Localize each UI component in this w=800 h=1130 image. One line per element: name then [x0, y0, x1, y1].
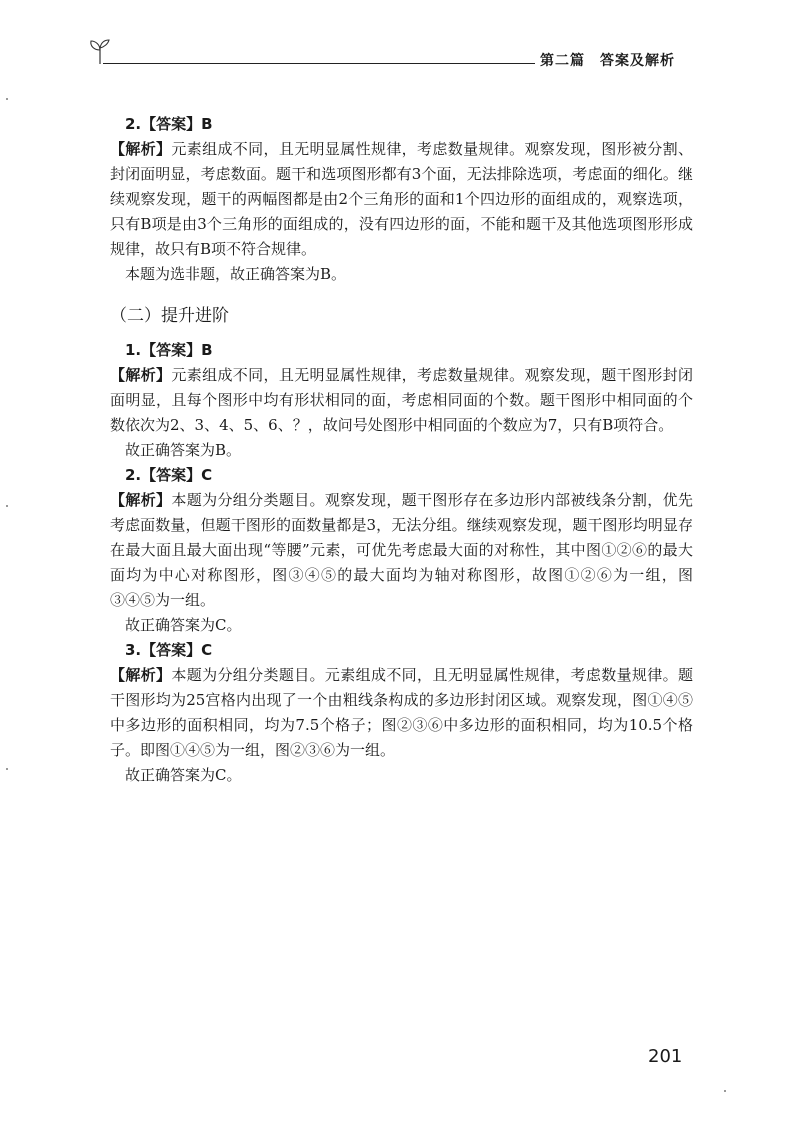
answer-label: 2.【答案】B [125, 115, 213, 133]
answer-conclusion: 故正确答案为C。 [125, 616, 242, 634]
analysis-paragraph [110, 488, 693, 613]
page-number: 201 [648, 1046, 683, 1067]
analysis-tag: 【解析】 [110, 491, 172, 509]
analysis-tag: 【解析】 [110, 666, 172, 684]
page-header [0, 0, 800, 80]
header-dash [490, 63, 535, 64]
header-rule [103, 63, 533, 64]
page-content [110, 112, 693, 788]
analysis-tag: 【解析】 [110, 140, 172, 158]
answer-label: 1.【答案】B [125, 341, 213, 359]
section-heading: （二）提升进阶 [110, 306, 229, 326]
analysis-paragraph [110, 663, 693, 763]
answer-conclusion: 故正确答案为C。 [125, 766, 242, 784]
scan-speck [6, 505, 8, 507]
analysis-tag: 【解析】 [110, 366, 172, 384]
sprout-icon [88, 38, 112, 66]
analysis-text: 本题为分组分类题目。元素组成不同，且无明显属性规律，考虑数量规律。题干图形均为25宫格内出现了一个由粗线条构成的多边形封闭区域。观察发现，图①④⑤中多边形的面积相同，均为7.5个格子；图②③⑥中多边形的面积相同，均为10.5个格子。即图①④⑤为一组，图②③⑥为一组。 [110, 666, 693, 759]
scan-speck [6, 768, 8, 770]
analysis-text: 本题为分组分类题目。观察发现，题干图形存在多边形内部被线条分割，优先考虑面数量，但题干图形的面数量都是3，无法分组。继续观察发现，题干图形均明显存在最大面且最大面出现“等腰”元素，可优先考虑最大面的对称性，其中图①②⑥的最大面均为中心对称图形，图③④⑤的最大面均为轴对称图形，故图①②⑥为一组，图③④⑤为一组。 [110, 491, 693, 609]
header-title: 第二篇 答案及解析 [540, 53, 675, 69]
analysis-text: 元素组成不同，且无明显属性规律，考虑数量规律。观察发现，图形被分割、封闭面明显，考虑数面。题干和选项图形都有3个面，无法排除选项，考虑面的细化。继续观察发现，题干的两幅图都是由2个三角形的面和1个四边形的面组成的，观察选项，只有B项是由3个三角形的面组成的，没有四边形的面，不能和题干及其他选项图形形成规律，故只有B项不符合规律。 [110, 140, 693, 258]
answer-conclusion: 本题为选非题，故正确答案为B。 [125, 265, 347, 283]
analysis-paragraph [110, 137, 693, 262]
analysis-paragraph [110, 363, 693, 438]
answer-conclusion: 故正确答案为B。 [125, 441, 242, 459]
answer-label: 3.【答案】C [125, 641, 213, 659]
answer-label: 2.【答案】C [125, 466, 213, 484]
scan-speck [724, 1090, 726, 1092]
scan-speck [6, 98, 8, 100]
analysis-text: 元素组成不同，且无明显属性规律，考虑数量规律。观察发现，题干图形封闭面明显，且每个图形中均有形状相同的面，考虑相同面的个数。题干图形中相同面的个数依次为2、3、4、5、6、？，故问号处图形中相同面的个数应为7，只有B项符合。 [110, 366, 693, 434]
